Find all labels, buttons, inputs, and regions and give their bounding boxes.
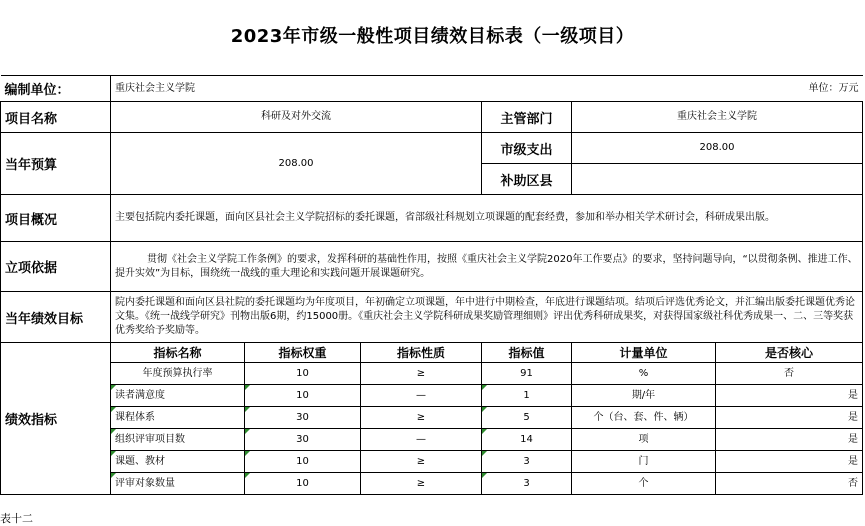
indicator-core: 否 — [716, 473, 863, 495]
indicator-core: 否 — [716, 363, 863, 385]
header-nature: 指标性质 — [361, 343, 482, 363]
header-indicator-name: 指标名称 — [111, 343, 245, 363]
performance-table — [0, 75, 863, 495]
unit-label: 单位：万元 — [572, 76, 863, 102]
table-row — [1, 385, 863, 407]
page-title: 2023年市级一般性项目绩效目标表（一级项目） — [230, 26, 635, 47]
indicator-value: 91 — [482, 363, 572, 385]
indicator-weight: 10 — [245, 363, 361, 385]
org-row — [1, 76, 863, 102]
indicator-weight: 10 — [245, 473, 361, 495]
indicator-name: 年度预算执行率 — [111, 363, 245, 385]
indicator-core: 是 — [716, 429, 863, 451]
header-weight: 指标权重 — [245, 343, 361, 363]
indicator-name: 课题、教材 — [111, 451, 245, 473]
indicator-weight: 10 — [245, 385, 361, 407]
basis-text: 贯彻《社会主义学院工作条例》的要求，发挥科研的基础性作用，按照《重庆社会主义学院2020年工作要点》的要求，坚持问题导向，“以贯彻条例、推进工作、提升实效”为目标，围绕统一战线的重大理论和实践问题开展课题研究。 — [111, 242, 863, 292]
indicator-nature: ≥ — [361, 407, 482, 429]
indicator-weight: 10 — [245, 451, 361, 473]
header-value: 指标值 — [482, 343, 572, 363]
table-row — [1, 451, 863, 473]
indicator-unit: 个 — [572, 473, 716, 495]
indicator-core: 是 — [716, 407, 863, 429]
goal-row — [1, 292, 863, 343]
table-row — [1, 473, 863, 495]
indicator-nature: ≥ — [361, 473, 482, 495]
indicators-label: 绩效指标 — [1, 343, 111, 495]
org-value: 重庆社会主义学院 — [111, 76, 572, 102]
goal-label: 当年绩效目标 — [1, 292, 111, 343]
dept-label: 主管部门 — [482, 102, 572, 133]
table-row — [1, 363, 863, 385]
dept-value: 重庆社会主义学院 — [572, 102, 863, 133]
header-unit: 计量单位 — [572, 343, 716, 363]
overview-row — [1, 195, 863, 242]
subsidy-label: 补助区县 — [482, 164, 572, 195]
indicator-weight: 30 — [245, 429, 361, 451]
header-core: 是否核心 — [716, 343, 863, 363]
indicator-nature: ≥ — [361, 451, 482, 473]
indicator-unit: 个（台、套、件、辆） — [572, 407, 716, 429]
indicator-unit: % — [572, 363, 716, 385]
indicator-value: 3 — [482, 473, 572, 495]
indicator-name: 评审对象数量 — [111, 473, 245, 495]
indicator-name: 课程体系 — [111, 407, 245, 429]
city-expense-value: 208.00 — [572, 133, 863, 164]
indicator-weight: 30 — [245, 407, 361, 429]
overview-label: 项目概况 — [1, 195, 111, 242]
org-label: 编制单位： — [1, 76, 111, 102]
indicator-core: 是 — [716, 451, 863, 473]
basis-label: 立项依据 — [1, 242, 111, 292]
indicator-value: 5 — [482, 407, 572, 429]
indicator-unit: 项 — [572, 429, 716, 451]
indicator-value: 14 — [482, 429, 572, 451]
budget-row — [1, 133, 863, 164]
indicator-name: 读者满意度 — [111, 385, 245, 407]
indicator-unit: 期/年 — [572, 385, 716, 407]
indicator-nature: ≥ — [361, 363, 482, 385]
indicator-name: 组织评审项目数 — [111, 429, 245, 451]
project-row — [1, 102, 863, 133]
table-row — [1, 429, 863, 451]
basis-row — [1, 242, 863, 292]
footer-note: 表十二 — [0, 512, 33, 525]
indicator-header-row — [1, 343, 863, 363]
subsidy-value — [572, 164, 863, 195]
table-row — [1, 407, 863, 429]
budget-label: 当年预算 — [1, 133, 111, 195]
indicator-nature: — — [361, 429, 482, 451]
indicator-unit: 门 — [572, 451, 716, 473]
indicator-core: 是 — [716, 385, 863, 407]
budget-value: 208.00 — [111, 133, 482, 195]
indicator-nature: — — [361, 385, 482, 407]
goal-text: 院内委托课题和面向区县社院的委托课题均为年度项目，年初确定立项课题，年中进行中期检查，年底进行课题结项。结项后评选优秀论文，并汇编出版委托课题优秀论文集。《统一战线学研究》刊物出版6期，约15000册。《重庆社会主义学院科研成果奖励管理细则》评出优秀科研成果奖，对获得国家级社科优秀成果一、二、三等奖获优秀奖给予奖励等。 — [111, 292, 863, 343]
project-name-label: 项目名称 — [1, 102, 111, 133]
indicator-value: 1 — [482, 385, 572, 407]
project-name-value: 科研及对外交流 — [111, 102, 482, 133]
indicator-value: 3 — [482, 451, 572, 473]
overview-text: 主要包括院内委托课题，面向区县社会主义学院招标的委托课题，省部级社科规划立项课题的配套经费，参加和举办相关学术研讨会，科研成果出版。 — [111, 195, 863, 242]
city-expense-label: 市级支出 — [482, 133, 572, 164]
